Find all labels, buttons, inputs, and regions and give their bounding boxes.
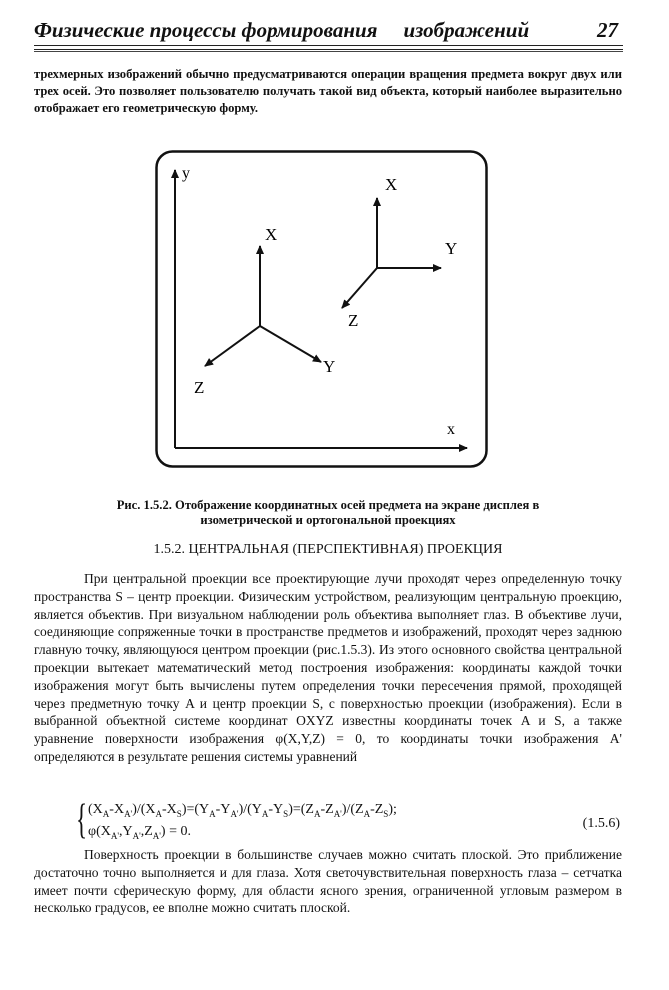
- iso-z-label: Z: [194, 378, 205, 397]
- display-screen-frame: [157, 152, 487, 467]
- caption-line-2: изометрической и ортогональной проекциях: [200, 513, 456, 527]
- equation-subscript: S: [383, 808, 389, 819]
- iso-x-label: X: [265, 225, 278, 244]
- equation-subscript: A: [313, 808, 321, 819]
- figure-caption: [34, 498, 622, 528]
- equation-subscript: A': [230, 808, 239, 819]
- ortho-z-label: Z: [348, 311, 359, 330]
- equation-subscript: A: [102, 808, 110, 819]
- screen-y-label: y: [182, 165, 190, 182]
- paragraph-1-text: При центральной проекции все проектирующие лучи проходят через определенную точку пространства S – центр проекции. Физическим устройством, реализующим центральную проекцию, является объектив. При визуальном наблюдении роль объектива выполняет глаз. В объективе лучи, соединяющие сопряженные точки в пространстве предметов и изображений, проходят через заднюю главную точку, являющуюся центром проекции (рис.1.5.3). Из этого основного свойства центральной проекции вытекает математический метод построения изображения: координаты каждой точки изображения могут быть вычислены путем определения точки пересечения прямой, проходящей через предметную точку A и центр проекции S, с поверхностью проекции (изображения). Если в выбранной объектной системе координат OXYZ известны координаты точек A и S, а также уравнение поверхности изображения φ(X,Y,Z) = 0, то координаты точки изображения A' определяются в результате решения системы уравнений: [34, 571, 622, 764]
- ortho-x-label: X: [385, 175, 398, 194]
- equation-subscript: A': [333, 808, 342, 819]
- equation-subscript: S: [176, 808, 182, 819]
- ortho-y-label: Y: [445, 239, 458, 258]
- header-rule: [34, 45, 623, 50]
- equation-subscript: A: [261, 808, 269, 819]
- section-heading: 1.5.2. ЦЕНТРАЛЬНАЯ (ПЕРСПЕКТИВНАЯ) ПРОЕКЦИЯ: [153, 542, 503, 557]
- caption-line-1: Рис. 1.5.2. Отображение координатных осей предмета на экране дисплея в: [116, 498, 540, 512]
- iso-y-label: Y: [323, 357, 336, 376]
- equation-subscript: A: [155, 808, 163, 819]
- equation-system: [76, 797, 624, 846]
- body-paragraph-2: [34, 846, 622, 917]
- equation-subscript: A: [209, 808, 216, 819]
- equation-number: (1.5.6): [582, 816, 620, 831]
- equation-subscript: A': [110, 830, 119, 841]
- screen-x-label: x: [447, 421, 455, 438]
- equation-subscript: S: [283, 808, 289, 819]
- body-paragraph-1: [34, 570, 622, 766]
- running-title-right: изображений: [403, 18, 530, 42]
- equation-line-2: $\varphi(X_{A'},Y_{A'},Z_{A'}) = 0$.: [88, 824, 191, 841]
- axes-figure: [155, 150, 488, 468]
- iso-z-axis: [205, 326, 260, 366]
- paragraph-2-text: Поверхность проекции в большинстве случаев можно считать плоской. Это приближение достаточно точно выполняется и для глаза. Хотя светочувствительная поверхность глаза – сетчатка имеет почти сферическую форму, для области ясного зрения, ограниченной угловым размером в несколько градусов, ее вполне можно считать плоской.: [34, 847, 622, 916]
- header-rule-thin: [34, 51, 623, 52]
- equation-brace: {: [76, 797, 88, 843]
- ortho-z-axis: [342, 268, 377, 308]
- equation-subscript: A': [152, 830, 161, 841]
- equation-line-1: $(X_A-X_{A'})/(X_A-X_S)=(Y_A-Y_{A'})/(Y_A-Y_S)=(Z_A-Z_{A'})/(Z_A-Z_S)$;: [88, 802, 397, 819]
- running-header: [34, 18, 624, 44]
- intro-paragraph: трехмерных изображений обычно предусматриваются операции вращения предмета вокруг двух или трех осей. Это позволяет пользователю получать такой вид объекта, который наиболее выразительно отображает его геометрическую форму.: [34, 67, 622, 115]
- page-number: 27: [597, 18, 618, 42]
- running-title: [34, 18, 529, 43]
- running-title-left: Физические процессы формирования: [34, 18, 378, 42]
- equation-subscript: A': [132, 830, 141, 841]
- equation-subscript: A': [124, 808, 133, 819]
- iso-y-axis: [260, 326, 321, 362]
- equation-subscript: A: [363, 808, 371, 819]
